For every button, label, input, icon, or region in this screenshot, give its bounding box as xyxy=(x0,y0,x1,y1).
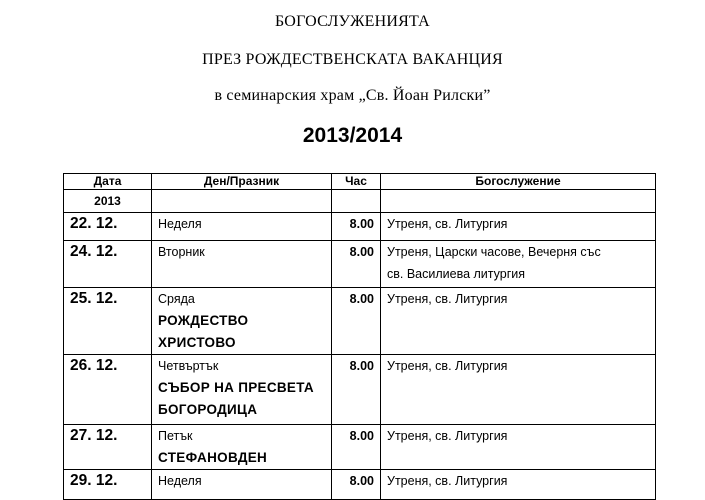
date-cell: 24. 12. xyxy=(64,241,152,288)
title-line-2: ПРЕЗ РОЖДЕСТВЕНСКАТА ВАКАНЦИЯ xyxy=(202,51,503,68)
empty-cell xyxy=(381,190,656,213)
date-cell: 29. 12. xyxy=(64,470,152,500)
title-line-1: БОГОСЛУЖЕНИЯТА xyxy=(275,13,430,30)
day-cell xyxy=(152,213,332,241)
feast-name: РОЖДЕСТВО ХРИСТОВО xyxy=(158,313,249,350)
date-cell: 26. 12. xyxy=(64,355,152,425)
day-name: Сряда xyxy=(158,292,195,306)
service-line: Утреня, Царски часове, Вечерня със xyxy=(387,245,601,259)
service-cell xyxy=(381,213,656,241)
service-cell xyxy=(381,288,656,355)
service-line: Утреня, св. Литургия xyxy=(387,359,508,373)
service-line: Утреня, св. Литургия xyxy=(387,474,508,488)
feast-name: СТЕФАНОВДЕН xyxy=(158,450,268,465)
title-line-3: в семинарския храм „Св. Йоан Рилски” xyxy=(214,87,491,104)
day-cell xyxy=(152,241,332,288)
service-line: Утреня, св. Литургия xyxy=(387,292,508,306)
table-row xyxy=(64,241,656,288)
column-header-day: Ден/Празник xyxy=(152,174,332,190)
column-header-service: Богослужение xyxy=(381,174,656,190)
table-row xyxy=(64,213,656,241)
column-header-time: Час xyxy=(332,174,381,190)
day-name: Неделя xyxy=(158,474,202,488)
feast-name: СЪБОР НА ПРЕСВЕТА xyxy=(158,380,314,395)
table-row xyxy=(64,288,656,355)
year-row xyxy=(64,190,656,213)
time-cell: 8.00 xyxy=(332,425,381,470)
column-header-date: Дата xyxy=(64,174,152,190)
day-name: Петък xyxy=(158,429,193,443)
year-cell: 2013 xyxy=(64,190,152,213)
service-line: Утреня, св. Литургия xyxy=(387,217,508,231)
time-cell: 8.00 xyxy=(332,213,381,241)
service-cell xyxy=(381,470,656,500)
day-cell xyxy=(152,355,332,425)
service-line: св. Василиева литургия xyxy=(387,267,526,281)
date-cell: 25. 12. xyxy=(64,288,152,355)
day-cell xyxy=(152,425,332,470)
day-name: Вторник xyxy=(158,245,205,259)
feast-name: БОГОРОДИЦА xyxy=(158,402,258,417)
empty-cell xyxy=(332,190,381,213)
date-cell: 27. 12. xyxy=(64,425,152,470)
time-cell: 8.00 xyxy=(332,241,381,288)
day-cell xyxy=(152,288,332,355)
time-cell: 8.00 xyxy=(332,355,381,425)
service-cell xyxy=(381,425,656,470)
table-header-row xyxy=(64,174,656,190)
schedule-table xyxy=(63,173,656,500)
day-cell xyxy=(152,470,332,500)
year-heading: 2013/2014 xyxy=(302,124,403,147)
service-line: Утреня, св. Литургия xyxy=(387,429,508,443)
service-cell xyxy=(381,241,656,288)
time-cell: 8.00 xyxy=(332,288,381,355)
table-row xyxy=(64,425,656,470)
date-cell: 22. 12. xyxy=(64,213,152,241)
day-name: Четвъртък xyxy=(158,359,219,373)
empty-cell xyxy=(152,190,332,213)
table-row xyxy=(64,470,656,500)
table-row xyxy=(64,355,656,425)
service-cell xyxy=(381,355,656,425)
time-cell: 8.00 xyxy=(332,470,381,500)
day-name: Неделя xyxy=(158,217,202,231)
